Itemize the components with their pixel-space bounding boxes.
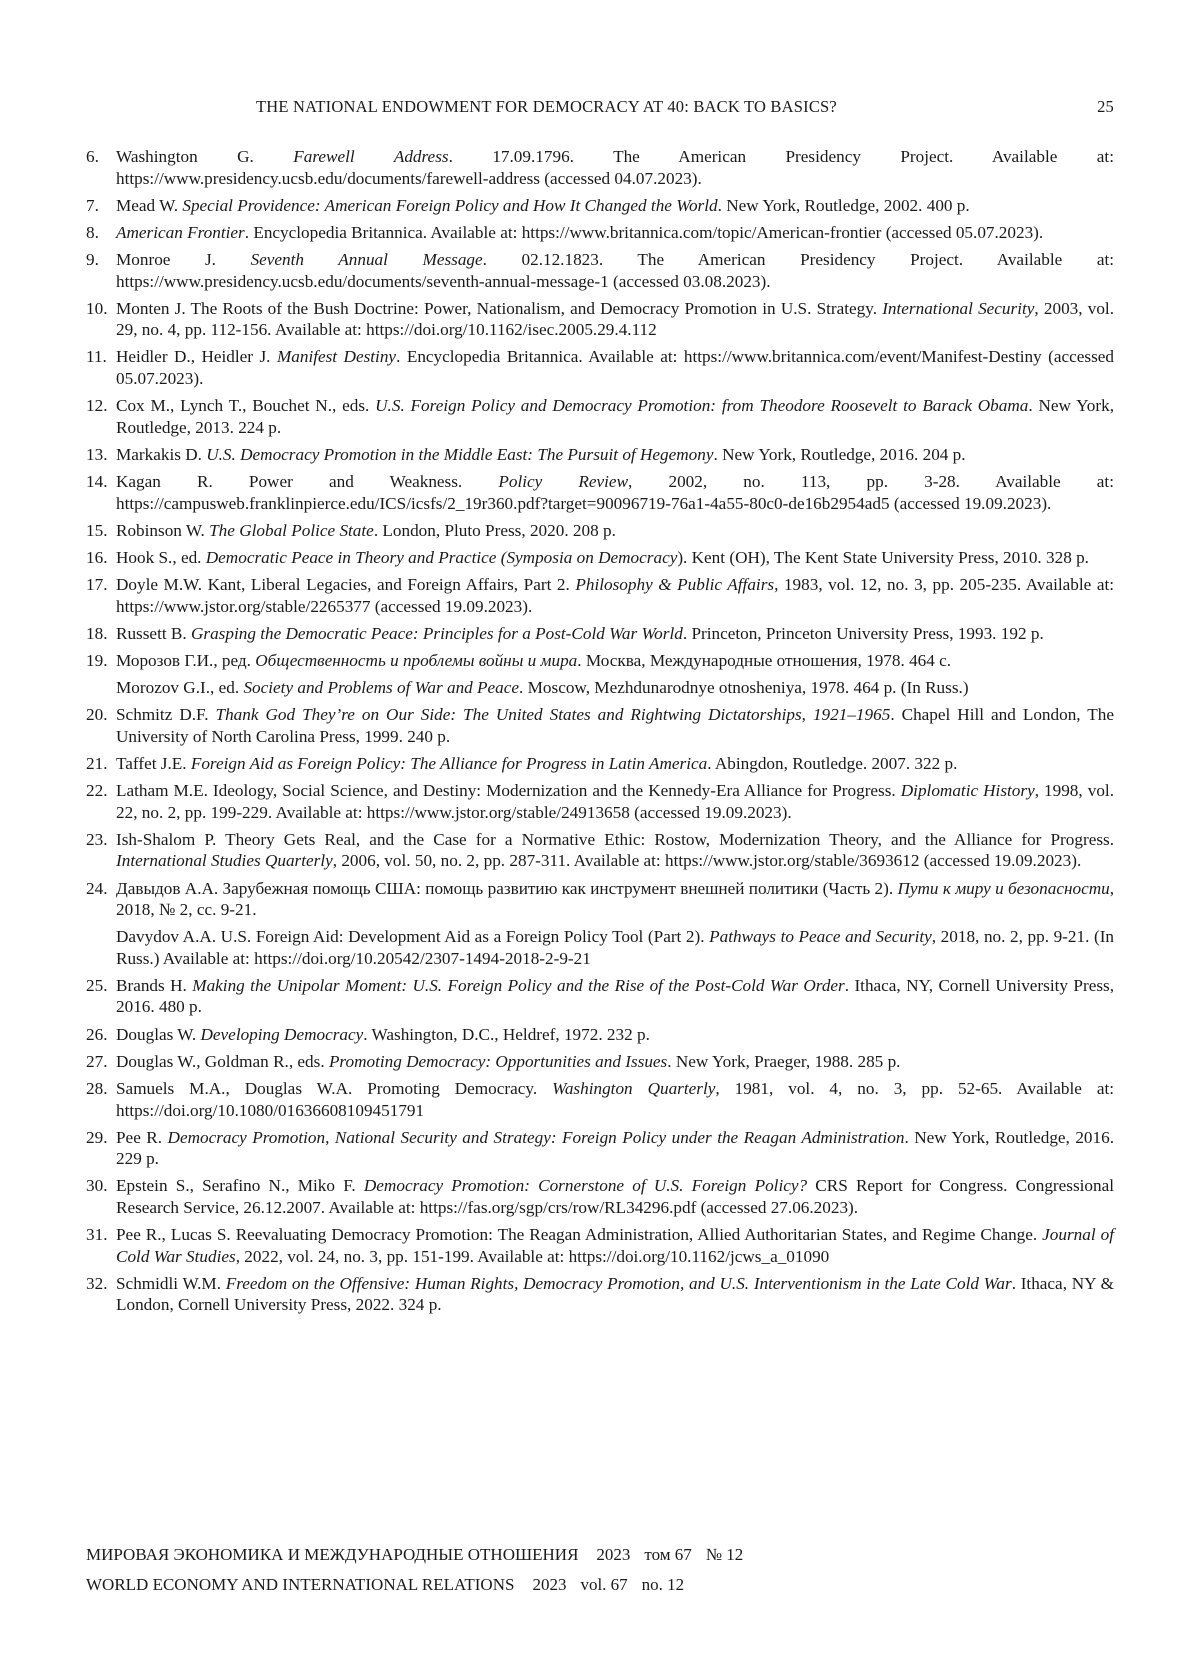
- reference-item: [86, 1024, 1114, 1046]
- reference-number: 24.: [86, 878, 108, 898]
- footer-year-en: 2023: [532, 1575, 567, 1594]
- reference-text: Douglas W.: [116, 1024, 201, 1044]
- reference-text: , 1983, vol. 12, no. 3, pp. 205-235. Available at: https://www.jstor.org/stable/2265377 (accessed 19.09.2023).: [116, 575, 1115, 616]
- reference-text: , 2018, no. 2, pp. 9-21. (In Russ.) Available at: https://doi.org/10.20542/2307-1494-2018-2-9-21: [116, 927, 1115, 968]
- reference-italic-text: U.S. Democracy Promotion in the Middle East: The Pursuit of Hegemony: [206, 444, 714, 464]
- reference-item: [86, 1273, 1114, 1316]
- reference-italic-text: Pathways to Peace and Security: [709, 927, 932, 947]
- reference-item: [86, 395, 1114, 438]
- reference-italic-text: Journal of Cold War Studies: [116, 1225, 1114, 1266]
- reference-italic-text: Пути к миру и безопасности: [897, 878, 1110, 898]
- reference-body: [116, 1078, 1114, 1121]
- footer-year-ru: 2023: [596, 1545, 631, 1564]
- reference-number: 31.: [86, 1225, 108, 1245]
- reference-text: Douglas W., Goldman R., eds.: [116, 1051, 329, 1071]
- reference-body: [116, 146, 1114, 189]
- reference-text: Markakis D.: [116, 444, 207, 464]
- reference-body: [116, 298, 1114, 341]
- reference-item: [86, 222, 1114, 244]
- reference-item: [86, 249, 1114, 292]
- reference-text: Robinson W.: [116, 520, 210, 540]
- reference-text: Brands H.: [116, 975, 193, 995]
- reference-number: 32.: [86, 1273, 108, 1293]
- reference-text: , 2006, vol. 50, no. 2, pp. 287-311. Available at: https://www.jstor.org/stable/3693612 (accessed 19.09.2023).: [332, 851, 1082, 871]
- reference-text: . Moscow, Mezhdunarodnye otnosheniya, 1978. 464 p. (In Russ.): [519, 678, 969, 698]
- reference-item: [86, 623, 1114, 645]
- reference-item: [86, 878, 1114, 921]
- reference-body: [116, 1024, 1114, 1046]
- reference-italic-text: Developing Democracy: [200, 1024, 364, 1044]
- reference-body: [116, 195, 1114, 217]
- reference-italic-text: American Frontier: [116, 222, 245, 242]
- reference-italic-text: Policy Review: [498, 472, 629, 491]
- reference-text: Davydov A.A. U.S. Foreign Aid: Development Aid as a Foreign Policy Tool (Part 2).: [116, 927, 710, 947]
- reference-text: . Princeton, Princeton University Press, 1993. 192 p.: [682, 623, 1044, 643]
- reference-text: Ish-Shalom P. Theory Gets Real, and the Case for a Normative Ethic: Rostow, Modernization Theory, and the Alliance for Progress.: [116, 829, 1114, 849]
- reference-italic-text: Grasping the Democratic Peace: Principles for a Post-Cold War World: [190, 623, 683, 643]
- reference-body: [116, 1175, 1114, 1218]
- reference-text: , 1981, vol. 4, no. 3, pp. 52-65. Available at: https://doi.org/10.1080/01636608109451791: [116, 1079, 1115, 1120]
- reference-italic-text: International Security: [882, 298, 1035, 318]
- reference-item: [86, 780, 1114, 823]
- footer-volume-en: vol. 67: [580, 1575, 628, 1594]
- reference-italic-text: Thank God They’re on Our Side: The United States and Rightwing Dictatorships, 1921–1965: [215, 705, 891, 725]
- reference-body: [116, 1224, 1114, 1267]
- reference-text: Mead W.: [116, 195, 183, 215]
- reference-body: [116, 444, 1114, 466]
- reference-text: . Encyclopedia Britannica. Available at: https://www.britannica.com/event/Manifest-Destiny (accessed 05.07.2023).: [116, 347, 1114, 388]
- journal-footer: [86, 1540, 743, 1600]
- footer-issue-en: no. 12: [641, 1575, 685, 1594]
- reference-text: . Москва, Международные отношения, 1978. 464 с.: [577, 650, 952, 670]
- reference-number: 8.: [86, 222, 99, 242]
- reference-text: . Encyclopedia Britannica. Available at: https://www.britannica.com/topic/American-frontier (accessed 05.07.2023).: [244, 222, 1044, 242]
- reference-number: 21.: [86, 754, 108, 773]
- reference-number: 27.: [86, 1051, 108, 1071]
- reference-body: [116, 471, 1114, 514]
- reference-text: Pee R.: [116, 1127, 168, 1147]
- reference-italic-text: Farewell Address: [293, 147, 449, 166]
- reference-number: 25.: [86, 975, 108, 995]
- reference-text: Washington G.: [116, 147, 294, 166]
- reference-body: [116, 574, 1114, 617]
- reference-number: 12.: [86, 396, 108, 416]
- reference-text: Давыдов А.А. Зарубежная помощь США: помощь развитию как инструмент внешней политики (Часть 2).: [116, 878, 898, 898]
- reference-text: . Ithaca, NY & London, Cornell University Press, 2022. 324 p.: [116, 1273, 1114, 1315]
- reference-body: [116, 547, 1114, 569]
- reference-item: [86, 1127, 1114, 1170]
- reference-number: 9.: [86, 250, 99, 270]
- reference-number: 17.: [86, 575, 108, 595]
- footer-ru: [86, 1540, 743, 1570]
- running-header: [0, 97, 1200, 119]
- reference-text: , 1998, vol. 22, no. 2, pp. 199-229. Available at: https://www.jstor.org/stable/24913658 (accessed 19.09.2023).: [116, 781, 1114, 822]
- reference-body: [116, 780, 1114, 823]
- reference-body: [116, 650, 1114, 672]
- reference-number: 22.: [86, 781, 108, 801]
- reference-body: [116, 704, 1114, 747]
- reference-text: Doyle M.W. Kant, Liberal Legacies, and Foreign Affairs, Part 2.: [116, 575, 576, 595]
- footer-journal-en: WORLD ECONOMY AND INTERNATIONAL RELATIONS: [86, 1575, 515, 1594]
- reference-text: . New York, Routledge, 2016. 229 p.: [116, 1127, 1114, 1169]
- reference-body: [116, 975, 1114, 1018]
- reference-text: Samuels M.A., Douglas W.A. Promoting Democracy.: [116, 1079, 553, 1098]
- reference-body: [116, 346, 1114, 389]
- reference-text: Epstein S., Serafino N., Miko F.: [116, 1176, 364, 1196]
- reference-text: , 2022, vol. 24, no. 3, pp. 151-199. Available at: https://doi.org/10.1162/jcws_a_01090: [235, 1246, 830, 1266]
- reference-number: 29.: [86, 1127, 108, 1147]
- reference-italic-text: International Studies Quarterly: [116, 851, 333, 871]
- reference-body: [116, 753, 1114, 775]
- reference-item: [86, 1224, 1114, 1267]
- reference-body: [116, 1273, 1114, 1316]
- reference-italic-text: Making the Unipolar Moment: U.S. Foreign Policy and the Rise of the Post-Cold War Order: [192, 975, 845, 995]
- reference-italic-text: Общественность и проблемы войны и мира: [255, 650, 578, 670]
- reference-text: . Chapel Hill and London, The University of North Carolina Press, 1999. 240 p.: [116, 705, 1114, 746]
- reference-number: 15.: [86, 520, 108, 540]
- footer-journal-ru: МИРОВАЯ ЭКОНОМИКА И МЕЖДУНАРОДНЫЕ ОТНОШЕНИЯ: [86, 1545, 579, 1564]
- reference-text: , 2002, no. 113, pp. 3-28. Available at: https://campusweb.franklinpierce.edu/ICS/icsfs/2_19r360.pdf?target=90096719-76a1-4a55-80c0-de16b2954ad5 (accessed 19.09.2023).: [116, 472, 1114, 513]
- reference-text: Monten J. The Roots of the Bush Doctrine: Power, Nationalism, and Democracy Promotion in U.S. Strategy.: [116, 298, 883, 318]
- reference-number: 10.: [86, 298, 108, 318]
- reference-text: . Ithaca, NY, Cornell University Press, 2016. 480 p.: [116, 975, 1114, 1017]
- reference-text: Hook S., ed.: [116, 547, 206, 567]
- reference-text: Морозов Г.И., ред.: [116, 650, 256, 670]
- reference-text: . London, Pluto Press, 2020. 208 p.: [373, 520, 616, 540]
- reference-text: Schmidli W.M.: [116, 1273, 226, 1293]
- reference-item: [86, 146, 1114, 189]
- reference-italic-text: Manifest Destiny: [276, 347, 397, 367]
- reference-italic-text: Seventh Annual Message: [250, 250, 483, 270]
- reference-italic-text: Foreign Aid as Foreign Policy: The Alliance for Progress in Latin America: [190, 754, 708, 773]
- reference-text: Russett B.: [116, 623, 191, 643]
- reference-item: [86, 1051, 1114, 1073]
- reference-text: . New York, Routledge, 2013. 224 p.: [116, 396, 1115, 437]
- reference-body: [116, 829, 1114, 872]
- reference-item: [86, 195, 1114, 217]
- reference-number: 20.: [86, 705, 108, 725]
- reference-item: [86, 650, 1114, 672]
- reference-number: 11.: [86, 347, 107, 367]
- reference-text: CRS Report for Congress. Congressional Research Service, 26.12.2007. Available at: https://fas.org/sgp/crs/row/RL34296.pdf (accessed 27.06.2023).: [116, 1176, 1115, 1217]
- reference-item: [86, 753, 1114, 775]
- reference-number: 23.: [86, 829, 108, 849]
- reference-italic-text: Washington Quarterly: [552, 1079, 716, 1098]
- reference-number: 19.: [86, 650, 108, 670]
- reference-number: 18.: [86, 623, 108, 643]
- reference-italic-text: Freedom on the Offensive: Human Rights, Democracy Promotion, and U.S. Interventionism in the Late Cold War: [225, 1273, 1012, 1293]
- reference-translation: [116, 926, 1114, 969]
- reference-text: Morozov G.I., ed.: [116, 678, 244, 698]
- reference-text: . New York, Routledge, 2016. 204 p.: [713, 444, 966, 464]
- reference-number: 16.: [86, 547, 108, 567]
- reference-translation: [116, 677, 1114, 699]
- reference-item: [86, 346, 1114, 389]
- reference-text: ). Kent (OH), The Kent State University Press, 2010. 328 p.: [677, 547, 1089, 567]
- reference-text: . Washington, D.C., Heldref, 1972. 232 p.: [363, 1024, 650, 1044]
- reference-text: , 2018, № 2, сс. 9-21.: [116, 878, 1114, 920]
- reference-item: [86, 444, 1114, 466]
- reference-text: , 2003, vol. 29, no. 4, pp. 112-156. Available at: https://doi.org/10.1162/isec.2005.29.4.112: [116, 298, 1114, 340]
- reference-italic-text: Democracy Promotion, National Security and Strategy: Foreign Policy under the Reagan Administration: [167, 1127, 905, 1147]
- page-number: 25: [1097, 97, 1114, 116]
- reference-number: 30.: [86, 1176, 108, 1196]
- reference-text: . 02.12.1823. The American Presidency Project. Available at: https://www.presidency.ucsb.edu/documents/seventh-annual-message-1 (accessed 03.08.2023).: [116, 250, 1114, 291]
- reference-number: 13.: [86, 444, 108, 464]
- reference-text: Schmitz D.F.: [116, 705, 216, 725]
- reference-text: Taffet J.E.: [116, 754, 191, 773]
- reference-italic-text: U.S. Foreign Policy and Democracy Promotion: from Theodore Roosevelt to Barack Obama: [375, 396, 1029, 416]
- reference-number: 6.: [86, 147, 99, 166]
- reference-item: [86, 704, 1114, 747]
- reference-body: [116, 1051, 1114, 1073]
- reference-text: Latham M.E. Ideology, Social Science, and Destiny: Modernization and the Kennedy-Era Alliance for Progress.: [116, 781, 901, 801]
- reference-number: 14.: [86, 472, 108, 491]
- reference-italic-text: Diplomatic History: [900, 781, 1035, 801]
- reference-italic-text: Democracy Promotion: Cornerstone of U.S. Foreign Policy?: [363, 1176, 808, 1196]
- running-title: THE NATIONAL ENDOWMENT FOR DEMOCRACY AT 40: BACK TO BASICS?: [256, 97, 837, 116]
- reference-body: [116, 395, 1114, 438]
- reference-body: [116, 249, 1114, 292]
- footer-volume-ru: том 67: [644, 1545, 692, 1564]
- reference-italic-text: Philosophy & Public Affairs: [575, 575, 775, 595]
- reference-body: [116, 878, 1114, 921]
- reference-item: [86, 1175, 1114, 1218]
- reference-italic-text: Democratic Peace in Theory and Practice (Symposia on Democracy: [205, 547, 678, 567]
- reference-body: [116, 222, 1114, 244]
- reference-list: [86, 146, 1114, 1321]
- reference-text: . 17.09.1796. The American Presidency Project. Available at: https://www.presidency.ucsb.edu/documents/farewell-address (accessed 04.07.2023).: [116, 147, 1114, 188]
- reference-italic-text: Promoting Democracy: Opportunities and Issues: [328, 1051, 668, 1071]
- reference-text: Heidler D., Heidler J.: [116, 347, 277, 367]
- reference-text: Kagan R. Power and Weakness.: [116, 472, 499, 491]
- reference-italic-text: The Global Police State: [209, 520, 374, 540]
- reference-item: [86, 520, 1114, 542]
- reference-body: [116, 623, 1114, 645]
- reference-text: Monroe J.: [116, 250, 251, 270]
- reference-text: . New York, Praeger, 1988. 285 p.: [667, 1051, 901, 1071]
- reference-text: Pee R., Lucas S. Reevaluating Democracy Promotion: The Reagan Administration, Allied Authoritarian States, and Regime Change.: [116, 1225, 1043, 1245]
- reference-italic-text: Society and Problems of War and Peace: [243, 678, 520, 698]
- reference-body: [116, 1127, 1114, 1170]
- reference-item: [86, 1078, 1114, 1121]
- reference-item: [86, 975, 1114, 1018]
- reference-text: . Abingdon, Routledge. 2007. 322 p.: [707, 754, 958, 773]
- footer-issue-ru: № 12: [705, 1545, 744, 1564]
- reference-item: [86, 574, 1114, 617]
- reference-item: [86, 547, 1114, 569]
- reference-number: 7.: [86, 195, 99, 215]
- reference-item: [86, 829, 1114, 872]
- footer-en: [86, 1570, 743, 1600]
- reference-item: [86, 471, 1114, 514]
- reference-body: [116, 520, 1114, 542]
- reference-number: 28.: [86, 1079, 108, 1098]
- reference-item: [86, 298, 1114, 341]
- reference-italic-text: Special Providence: American Foreign Policy and How It Changed the World: [182, 195, 718, 215]
- reference-number: 26.: [86, 1024, 108, 1044]
- reference-text: . New York, Routledge, 2002. 400 p.: [717, 195, 970, 215]
- reference-text: Cox M., Lynch T., Bouchet N., eds.: [116, 396, 376, 416]
